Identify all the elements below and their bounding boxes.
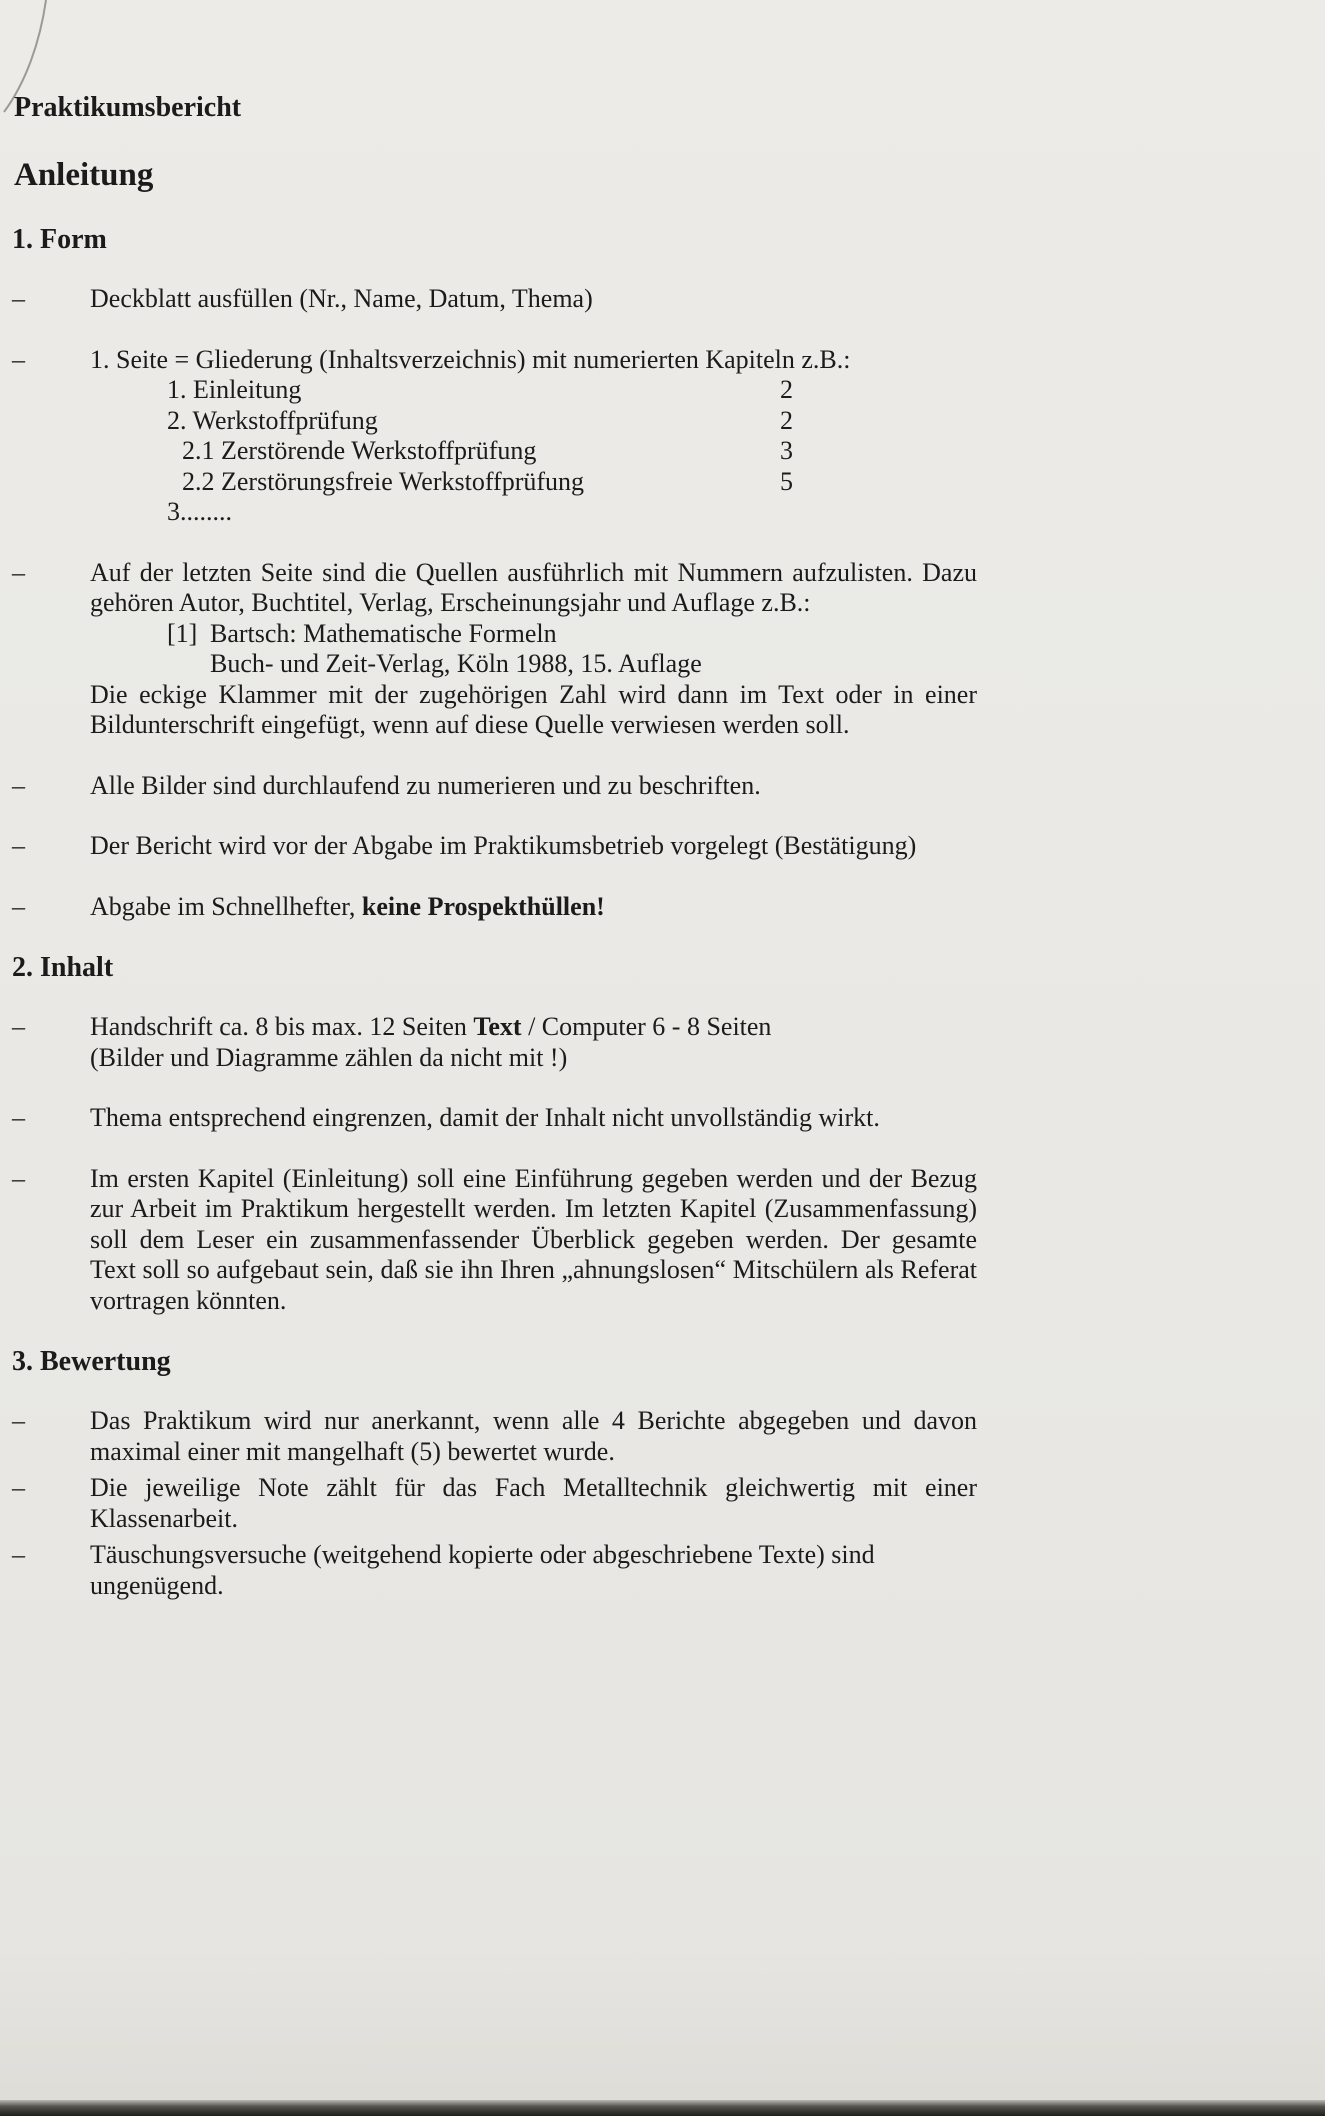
list-item-text: Der Bericht wird vor der Abgabe im Praktikumsbetrieb vorgelegt (Bestätigung) — [90, 831, 917, 860]
toc-row — [90, 406, 977, 437]
list-item-note — [12, 1473, 977, 1534]
list-item-text: Thema entsprechend eingrenzen, damit der Inhalt nicht unvollständig wirkt. — [90, 1103, 880, 1132]
toc-label: 1. Einleitung — [167, 375, 302, 404]
toc-row — [90, 375, 977, 406]
list-item-deckblatt — [12, 284, 977, 315]
list-item-text — [90, 1012, 977, 1073]
dash-marker: – — [12, 891, 25, 921]
list-item-kapitel — [12, 1164, 977, 1317]
reference-row — [90, 619, 977, 650]
dash-marker: – — [12, 284, 25, 313]
list-item-handschrift — [12, 1012, 977, 1073]
toc-label: 2.2 Zerstörungsfreie Werkstoffprüfung — [182, 466, 585, 496]
abgabe-bold-text: keine Prospekthüllen! — [361, 891, 605, 921]
toc-page-number: 3 — [780, 436, 793, 465]
document-title: Praktikumsbericht — [14, 92, 242, 123]
list-item-text — [90, 345, 977, 528]
section-heading-bewertung: 3. Bewertung — [12, 1346, 171, 1377]
dash-marker: – — [12, 831, 25, 860]
toc-page-number: 2 — [780, 375, 793, 404]
list-item-bericht — [12, 831, 977, 862]
list-item-text: Deckblatt ausfüllen (Nr., Name, Datum, Thema) — [90, 284, 593, 313]
list-item-praktikum — [12, 1406, 977, 1467]
document-subtitle: Anleitung — [14, 157, 154, 193]
handschrift-text: Handschrift ca. 8 bis max. 12 Seiten — [90, 1012, 474, 1041]
list-item-quellen — [12, 558, 977, 741]
dash-marker: – — [12, 344, 25, 374]
toc-page-number: 2 — [780, 405, 793, 435]
table-of-contents — [90, 375, 977, 528]
list-item-text — [90, 892, 977, 923]
quellen-paragraph-2: Die eckige Klammer mit der zugehörigen Zahl wird dann im Text oder in einer Bildunterschrift eingefügt, wenn auf diese Quelle verwiesen werden soll. — [90, 679, 977, 739]
list-item-gliederung — [12, 345, 977, 528]
list-item-text: Die jeweilige Note zählt für das Fach Metalltechnik gleichwertig mit einer Klassenarbeit. — [90, 1473, 977, 1533]
document-content — [12, 92, 977, 1601]
handschrift-line-2: (Bilder und Diagramme zählen da nicht mit !) — [90, 1042, 568, 1072]
toc-tail: 3........ — [167, 497, 232, 526]
list-item-abgabe — [12, 892, 977, 923]
list-item-text — [90, 558, 977, 741]
list-item-bilder — [12, 771, 977, 802]
scan-edge-artifact — [0, 2100, 1325, 2116]
dash-marker: – — [12, 1103, 25, 1132]
reference-label: [1] — [167, 618, 198, 648]
list-item-text: Das Praktikum wird nur anerkannt, wenn alle 4 Berichte abgegeben und davon maximal einer mit mangelhaft (5) bewertet wurde. — [90, 1406, 977, 1466]
dash-marker: – — [12, 557, 25, 587]
dash-marker: – — [12, 1163, 25, 1193]
quellen-paragraph-1: Auf der letzten Seite sind die Quellen ausführlich mit Nummern aufzulisten. Dazu gehören Autor, Buchtitel, Verlag, Erscheinungsjahr und Auflage z.B.: — [90, 557, 977, 617]
list-item-taeuschung — [12, 1540, 977, 1601]
reference-text: Bartsch: Mathematische Formeln — [210, 618, 557, 648]
dash-marker: – — [12, 770, 25, 800]
dash-marker: – — [12, 1473, 25, 1502]
dash-marker: – — [12, 1540, 25, 1569]
list-item-text: Täuschungsversuche (weitgehend kopierte oder abgeschriebene Texte) sind ungenügend. — [90, 1540, 875, 1600]
list-item-text: Alle Bilder sind durchlaufend zu numerieren und zu beschriften. — [90, 770, 761, 800]
reference-row-2: Buch- und Zeit-Verlag, Köln 1988, 15. Auflage — [210, 649, 702, 678]
toc-label: 2. Werkstoffprüfung — [167, 405, 378, 435]
toc-label: 2.1 Zerstörende Werkstoffprüfung — [182, 436, 537, 465]
list-item-thema — [12, 1103, 977, 1134]
handschrift-line-1 — [90, 1012, 977, 1043]
dash-marker: – — [12, 1406, 25, 1435]
handschrift-bold-text: Text — [473, 1012, 522, 1041]
section-heading-inhalt: 2. Inhalt — [12, 952, 114, 983]
toc-row — [90, 467, 977, 498]
section-heading-form: 1. Form — [12, 224, 107, 255]
toc-page-number: 5 — [780, 466, 793, 496]
toc-row — [90, 436, 977, 467]
dash-marker: – — [12, 1012, 25, 1041]
abgabe-text: Abgabe im Schnellhefter, — [90, 891, 362, 921]
list-item-text: Im ersten Kapitel (Einleitung) soll eine Einführung gegeben werden und der Bezug zur Arbeit im Praktikum hergestellt werden. Im letzten Kapitel (Zusammenfassung) soll dem Leser ein zusammenfassender Überblick gegeben werden. Der gesamte Text soll so aufgebaut sein, daß sie ihn Ihren „ahnungslosen“ Mitschülern als Referat vortragen könnten. — [90, 1163, 977, 1315]
gliederung-intro: 1. Seite = Gliederung (Inhaltsverzeichnis) mit numerierten Kapiteln z.B.: — [90, 344, 851, 374]
handschrift-text-post: / Computer 6 - 8 Seiten — [521, 1012, 772, 1041]
